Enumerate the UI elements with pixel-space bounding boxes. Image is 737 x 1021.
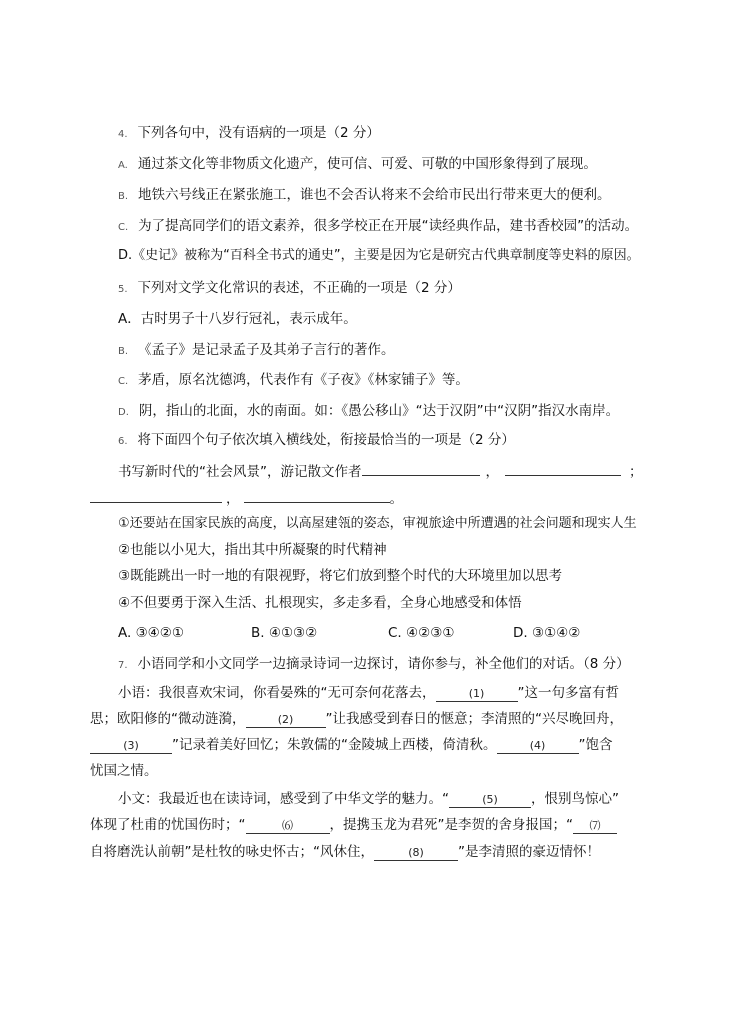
q5-option-b: B. 《孟子》是记录孟子及其弟子言行的著作。 [118, 342, 395, 358]
q7-para2-line2: 体现了杜甫的忧国伤时；“ ⑹ ，提携玉龙为君死”是李贺的舍身报国；“ ⑺ [90, 815, 617, 835]
q6-sentence-3: ③既能跳出一时一地的有限视野，将它们放到整个时代的大环境里加以思考 [118, 568, 563, 584]
q7-blank-1[interactable]: (1) [436, 687, 518, 702]
q7-blank-3[interactable]: (3) [90, 739, 172, 754]
q6-sentence-1: ①还要站在国家民族的高度，以高屋建瓴的姿态，审视旅途中所遭遇的社会问题和现实人生 [118, 516, 637, 531]
q6-blank-1[interactable] [362, 461, 480, 476]
q6-fill-line-2: ， 。 [90, 488, 403, 509]
q6-blank-3[interactable] [90, 488, 222, 503]
q6-option-b[interactable]: B. ④①③② [251, 625, 318, 641]
q7-blank-6[interactable]: ⑹ [246, 819, 330, 834]
q6-number: 6. [118, 436, 128, 447]
q4-stem: 4. 下列各句中，没有语病的一项是（2 分） [118, 123, 380, 145]
q7-para1-line3: (3) ”记录着美好回忆；朱敦儒的“金陵城上西楼，倚清秋。 (4) ”饱含 [90, 735, 613, 755]
q7-blank-7[interactable]: ⑺ [573, 819, 617, 834]
q7-para1-line4: 忧国之情。 [90, 763, 158, 779]
q6-option-c[interactable]: C. ④②③① [388, 625, 455, 641]
q4-option-b: B. 地铁六号线正在紧张施工，谁也不会否认将来不会给市民出行带来更大的便利。 [118, 187, 611, 203]
q5-option-a: A．古时男子十八岁行冠礼，表示成年。 [118, 311, 357, 327]
q6-blank-2[interactable] [505, 461, 621, 476]
q7-para2-line3: 自将磨洗认前朝”是杜牧的咏史怀古；“风休住， (8) ”是李清照的豪迈情怀！ [90, 844, 600, 860]
q7-blank-2[interactable]: (2) [246, 713, 326, 728]
q6-options [118, 623, 580, 643]
q4-option-c: C. 为了提高同学们的语文素养，很多学校正在开展“读经典作品，建书香校园”的活动。 [118, 218, 639, 234]
q7-number: 7. [118, 660, 128, 671]
q7-para2-line1: 小文：我最近也在读诗词，感受到了中华文学的魅力。“ (5) ，恨别鸟惊心” [118, 791, 619, 807]
q6-option-a[interactable]: A. ③④②① [118, 625, 184, 641]
q5-number: 5. [118, 284, 128, 295]
q7-stem: 7. 小语同学和小文同学一边摘录诗词一边探讨，请你参与，补全他们的对话。（8 分） [118, 654, 630, 676]
q6-stem: 6. 将下面四个句子依次填入横线处，衔接最恰当的一项是（2 分） [118, 430, 515, 452]
q6-blank-4[interactable] [244, 488, 390, 503]
q6-sentence-4: ④不但要勇于深入生活、扎根现实，多走多看，全身心地感受和体悟 [118, 595, 522, 611]
q5-option-c: C. 茅盾，原名沈德鸿，代表作有《子夜》《林家铺子》等。 [118, 372, 469, 388]
q7-blank-8[interactable]: (8) [374, 846, 458, 861]
q4-option-a: A. 通过茶文化等非物质文化遗产，使可信、可爱、可敬的中国形象得到了展现。 [118, 156, 597, 172]
q7-blank-4[interactable]: (4) [497, 739, 579, 754]
q7-para1-line2: 思；欧阳修的“微动涟漪， (2) ”让我感受到春日的惬意；李清照的“兴尽晚回舟， [90, 711, 623, 727]
q4-option-d: D.《史记》被称为“百科全书式的通史”，主要是因为它是研究古代典章制度等史料的原因。 [118, 248, 640, 263]
q6-fill-line-1: 书写新时代的“社会风景”，游记散文作者 ， ； [118, 461, 643, 482]
q6-option-d[interactable]: D. ③①④② [513, 625, 581, 641]
q4-number: 4. [118, 129, 128, 140]
q7-blank-5[interactable]: (5) [449, 793, 531, 808]
q5-option-d: D. 阴，指山的北面，水的南面。如：《愚公移山》“达于汉阴”中“汉阴”指汉水南岸。 [118, 403, 620, 419]
q5-stem: 5. 下列对文学文化常识的表述，不正确的一项是（2 分） [118, 278, 461, 300]
q6-sentence-2: ②也能以小见大，指出其中所凝聚的时代精神 [118, 542, 387, 558]
q7-para1-line1: 小语：我很喜欢宋词，你看晏殊的“无可奈何花落去， (1) ”这一句多富有哲 [118, 685, 619, 701]
